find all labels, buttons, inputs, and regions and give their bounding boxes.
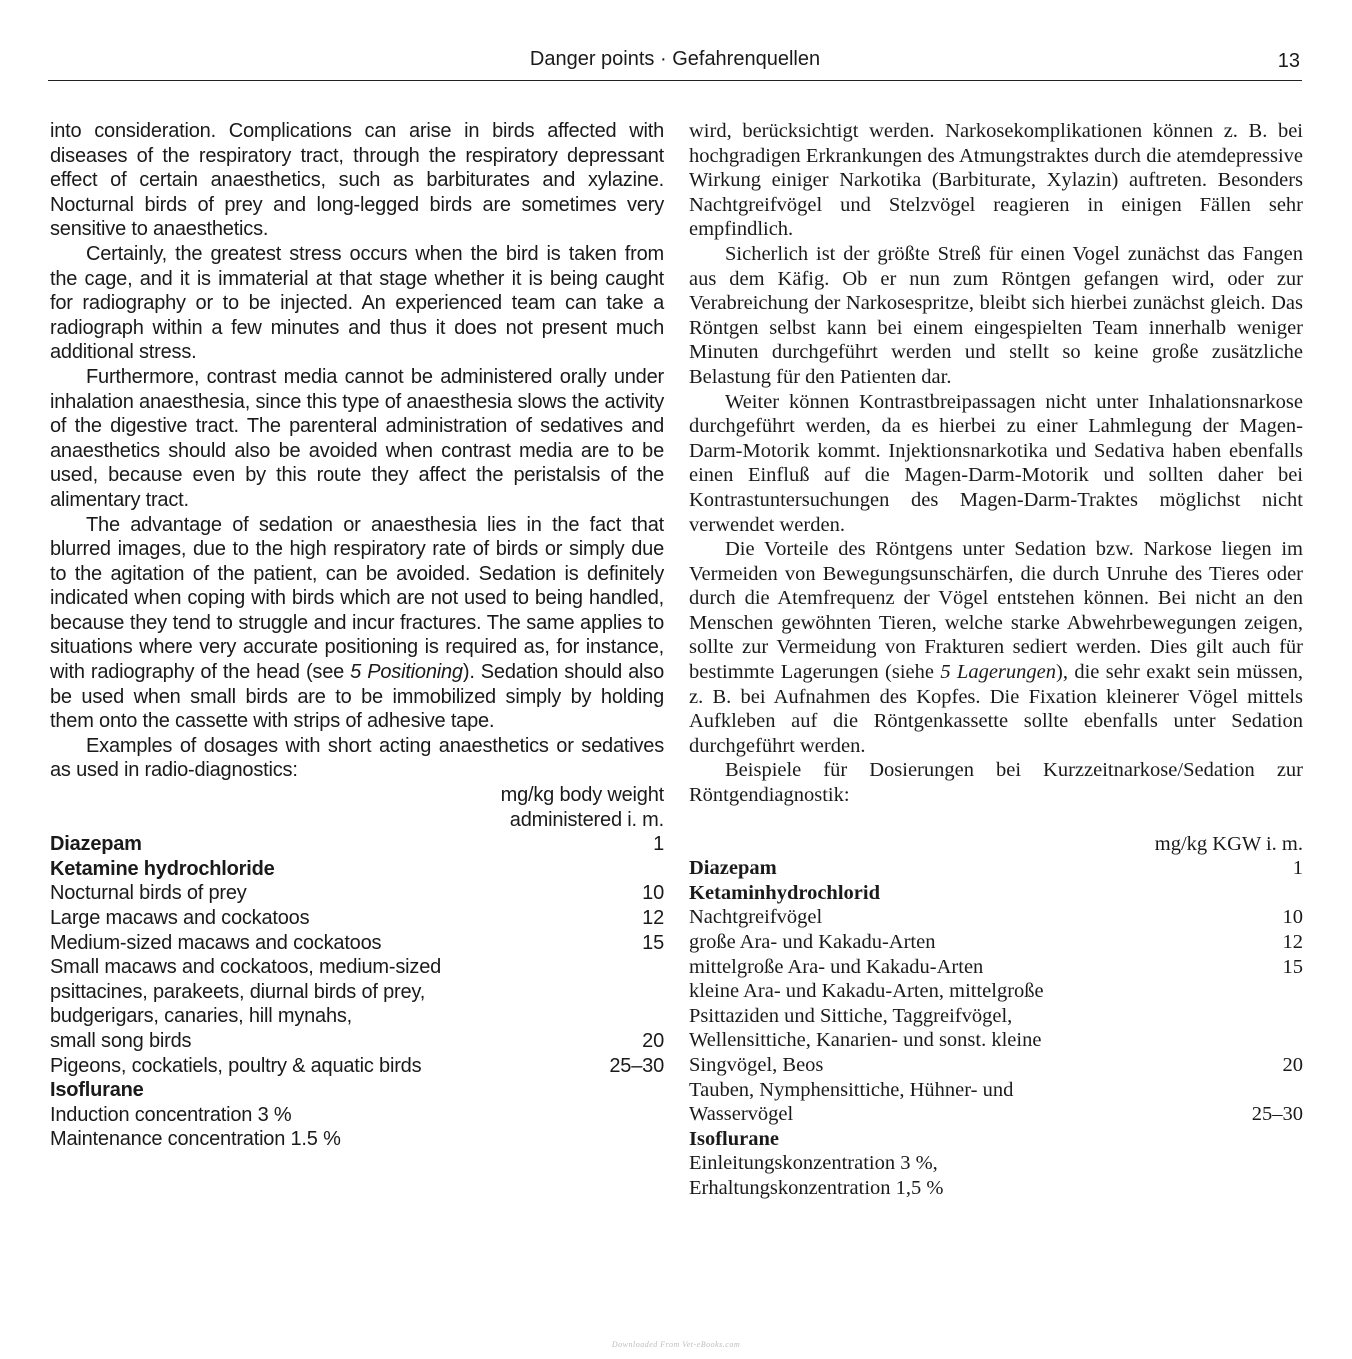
dosage-row — [689, 1176, 1303, 1201]
dosage-value — [1223, 1127, 1303, 1152]
drug-name: Ketamine hydrochloride — [50, 857, 275, 880]
cross-reference: 5 Positioning — [350, 661, 463, 684]
dosage-row — [689, 1028, 1303, 1053]
paragraph: Certainly, the greatest stress occurs when the bird is taken from the cage, and it is immaterial at that stage whether it is being caught for radiography or to be injected. An experienced team can take a radiograph within a few minutes and thus it does not present much additional stress. — [50, 242, 664, 364]
dosage-value — [1223, 1028, 1303, 1053]
running-title: Danger points · Gefahrenquellen — [529, 48, 821, 70]
species-label: mittelgroße Ara- und Kakadu-Arten — [689, 955, 984, 978]
dosage-row — [689, 856, 1303, 881]
dosage-value: 25–30 — [1251, 1103, 1303, 1126]
dosage-value: 20 — [1282, 1053, 1303, 1076]
dosage-row — [689, 1078, 1303, 1103]
dosage-value — [584, 980, 664, 1005]
dosage-value: 10 — [642, 882, 664, 905]
species-label: kleine Ara- und Kakadu-Arten, mittelgroße — [689, 980, 1044, 1003]
dosage-row — [50, 857, 664, 882]
dosage-row — [689, 955, 1303, 980]
species-label: Nocturnal birds of prey — [50, 882, 247, 905]
drug-name: Ketaminhydrochlorid — [689, 881, 880, 904]
drug-name: Isoflurane — [50, 1079, 144, 1102]
dosage-value — [584, 1078, 664, 1103]
paragraph: Beispiele für Dosierungen bei Kurzzeitnarkose/Sedation zur Röntgendiagnostik: — [689, 759, 1303, 807]
species-label: Erhaltungskonzentration 1,5 % — [689, 1176, 944, 1199]
dose-unit-header: mg/kg KGW i. m. — [1154, 832, 1303, 855]
dosage-row — [50, 906, 664, 931]
dose-unit-header — [50, 783, 664, 832]
dosage-value: 25–30 — [609, 1054, 664, 1077]
dosage-value: 1 — [1292, 857, 1303, 880]
dosage-row — [50, 1054, 664, 1079]
dosage-value: 15 — [642, 931, 664, 954]
paragraph-text: ), die sehr exakt sein müssen, z. B. bei Aufnahmen des Kopfes. Die Fixation kleinerer Vögel mittels Aufkleben auf die Röntgenkassette sollte ebenfalls unter Sedation durchgeführt werden. — [689, 661, 1303, 757]
paragraph-text: ). Sedation should also be used when small birds are to be immobilized simply by holding them onto the cassette with strips of adhesive tape. — [50, 661, 664, 733]
dosage-row — [50, 1029, 664, 1054]
dosage-row — [50, 1078, 664, 1103]
dosage-table — [50, 832, 664, 1152]
paragraph — [689, 537, 1303, 758]
species-label: Nachtgreifvögel — [689, 906, 823, 929]
dosage-value: 1 — [653, 833, 664, 856]
dosage-row — [50, 832, 664, 857]
paragraph — [50, 513, 664, 734]
dosage-row — [689, 1127, 1303, 1152]
dosage-value — [1223, 1004, 1303, 1029]
dosage-table — [689, 856, 1303, 1200]
drug-name: Isoflurane — [689, 1127, 779, 1150]
drug-name: Diazepam — [689, 857, 777, 880]
species-label: Wasservögel — [689, 1103, 794, 1126]
species-label: psittacines, parakeets, diurnal birds of prey, — [50, 980, 426, 1003]
dosage-row — [689, 1102, 1303, 1127]
page-number: 13 — [1277, 50, 1300, 72]
dosage-row — [50, 955, 664, 980]
species-label: Pigeons, cockatiels, poultry & aquatic birds — [50, 1054, 422, 1077]
species-label: Singvögel, Beos — [689, 1053, 824, 1076]
english-column — [50, 119, 664, 1152]
paragraph: Sicherlich ist der größte Streß für einen Vogel zunächst das Fangen aus dem Käfig. Ob er nun zum Röntgen gefangen wird, oder zur Verabreichung der Narkosespritze, bleibt sich hierbei zunächst gleich. Das Röntgen selbst kann bei einem eingespielten Team innerhalb weniger Minuten durchgeführt werden und stellt so keine große zusätzliche Belastung für den Patienten dar. — [689, 242, 1303, 388]
dosage-row — [689, 979, 1303, 1004]
dosage-value — [1223, 1078, 1303, 1103]
dosage-row — [689, 905, 1303, 930]
dosage-row — [689, 1151, 1303, 1176]
dose-unit-line: administered i. m. — [509, 808, 664, 831]
species-label: Small macaws and cockatoos, medium-sized — [50, 956, 442, 979]
species-label: Medium-sized macaws and cockatoos — [50, 931, 382, 954]
dosage-row — [50, 1004, 664, 1029]
species-label: Tauben, Nymphensittiche, Hühner- und — [689, 1078, 1014, 1101]
dosage-value — [584, 1004, 664, 1029]
paragraph-text: Die Vorteile des Röntgens unter Sedation bzw. Narkose liegen im Vermeiden von Bewegungsunschärfen, die durch Unruhe des Tieres oder durch die Atemfrequenz der Vögel entstehen können. Bei nicht an den Menschen gewöhnten Tieren, welche starke Abwehrbewegungen zeigen, sollte zur Vermeidung von Frakturen sediert werden. Dies gilt auch für bestimmte Lagerungen (siehe — [689, 538, 1303, 684]
drug-name: Diazepam — [50, 833, 142, 856]
dosage-row — [50, 980, 664, 1005]
paragraph-text: The advantage of sedation or anaesthesia lies in the fact that blurred images, due to the high respiratory rate of birds or simply due to the agitation of the patient, can be avoided. Sedation is definitely indicated when coping with birds which are not used to being handled, because they tend to struggle and incur fractures. The same applies to situations where very accurate positioning is required as, for instance, with radiography of the head (see — [50, 513, 664, 684]
dosage-value: 10 — [1282, 906, 1303, 929]
dosage-value: 20 — [642, 1029, 664, 1052]
dosage-row — [50, 1127, 664, 1152]
species-label: Einleitungskonzentration 3 %, — [689, 1152, 938, 1175]
species-label: small song birds — [50, 1029, 192, 1052]
download-watermark: Downloaded From Vet-eBooks.com — [611, 1340, 741, 1349]
dosage-row — [50, 881, 664, 906]
species-label: Wellensittiche, Kanarien- und sonst. kleine — [689, 1029, 1042, 1052]
dosage-value — [584, 1103, 664, 1128]
paragraph: Examples of dosages with short acting anaesthetics or sedatives as used in radio-diagnostics: — [50, 734, 664, 782]
dosage-value: 15 — [1282, 955, 1303, 978]
cross-reference: 5 Lagerungen — [940, 661, 1057, 684]
dosage-value — [1223, 881, 1303, 906]
paragraph: Furthermore, contrast media cannot be administered orally under inhalation anaesthesia, since this type of anaesthesia slows the activity of the digestive tract. The parenteral administration of sedatives and anaesthetics should also be avoided when contrast media are to be used, because even by this route they affect the peristalsis of the alimentary tract. — [50, 365, 664, 511]
dosage-row — [689, 1004, 1303, 1029]
paragraph: wird, berücksichtigt werden. Narkosekomplikationen können z. B. bei hochgradigen Erkrankungen des Atmungstraktes durch die atemdepressive Wirkung einiger Narkotika (Barbiturate, Xylazin) auftreten. Besonders Nachtgreifvögel und Stelzvögel reagieren in einigen Fällen sehr empfindlich. — [689, 120, 1303, 241]
dosage-row — [50, 931, 664, 956]
dosage-value — [1223, 1176, 1303, 1201]
species-label: budgerigars, canaries, hill mynahs, — [50, 1005, 353, 1028]
species-label: Maintenance concentration 1.5 % — [50, 1128, 341, 1151]
dosage-row — [50, 1103, 664, 1128]
species-label: Induction concentration 3 % — [50, 1103, 292, 1126]
species-label: Large macaws and cockatoos — [50, 907, 310, 929]
dosage-value — [584, 857, 664, 882]
dosage-row — [689, 1053, 1303, 1078]
dosage-value — [584, 955, 664, 980]
dosage-value — [1223, 1151, 1303, 1176]
dose-unit-line: mg/kg body weight — [500, 784, 664, 807]
species-label: große Ara- und Kakadu-Arten — [689, 931, 936, 953]
dosage-value — [1223, 979, 1303, 1004]
dosage-row — [689, 930, 1303, 955]
paragraph: into consideration. Complications can arise in birds affected with diseases of the respiratory tract, through the respiratory depressant effect of certain anaesthetics, such as barbiturates and xylazine. Nocturnal birds of prey and long-legged birds are sometimes very sensitive to anaesthetics. — [50, 120, 664, 241]
running-header — [48, 46, 1302, 81]
german-column — [689, 119, 1303, 1201]
species-label: Psittaziden und Sittiche, Taggreifvögel, — [689, 1004, 1013, 1027]
paragraph: Weiter können Kontrastbreipassagen nicht unter Inhalationsnarkose durchgeführt werden, da es hierbei zu einer Lahmlegung der Magen-Darm-Motorik kommt. Injektionsnarkotika und Sedativa haben ebenfalls einen Einfluß auf die Magen-Darm-Motorik und sollten daher bei Kontrastuntersuchungen des Magen-Darm-Traktes möglichst nicht verwendet werden. — [689, 390, 1303, 536]
dosage-row — [689, 881, 1303, 906]
dosage-value — [584, 1127, 664, 1152]
dosage-value: 12 — [642, 907, 664, 929]
dosage-value: 12 — [1282, 931, 1303, 953]
